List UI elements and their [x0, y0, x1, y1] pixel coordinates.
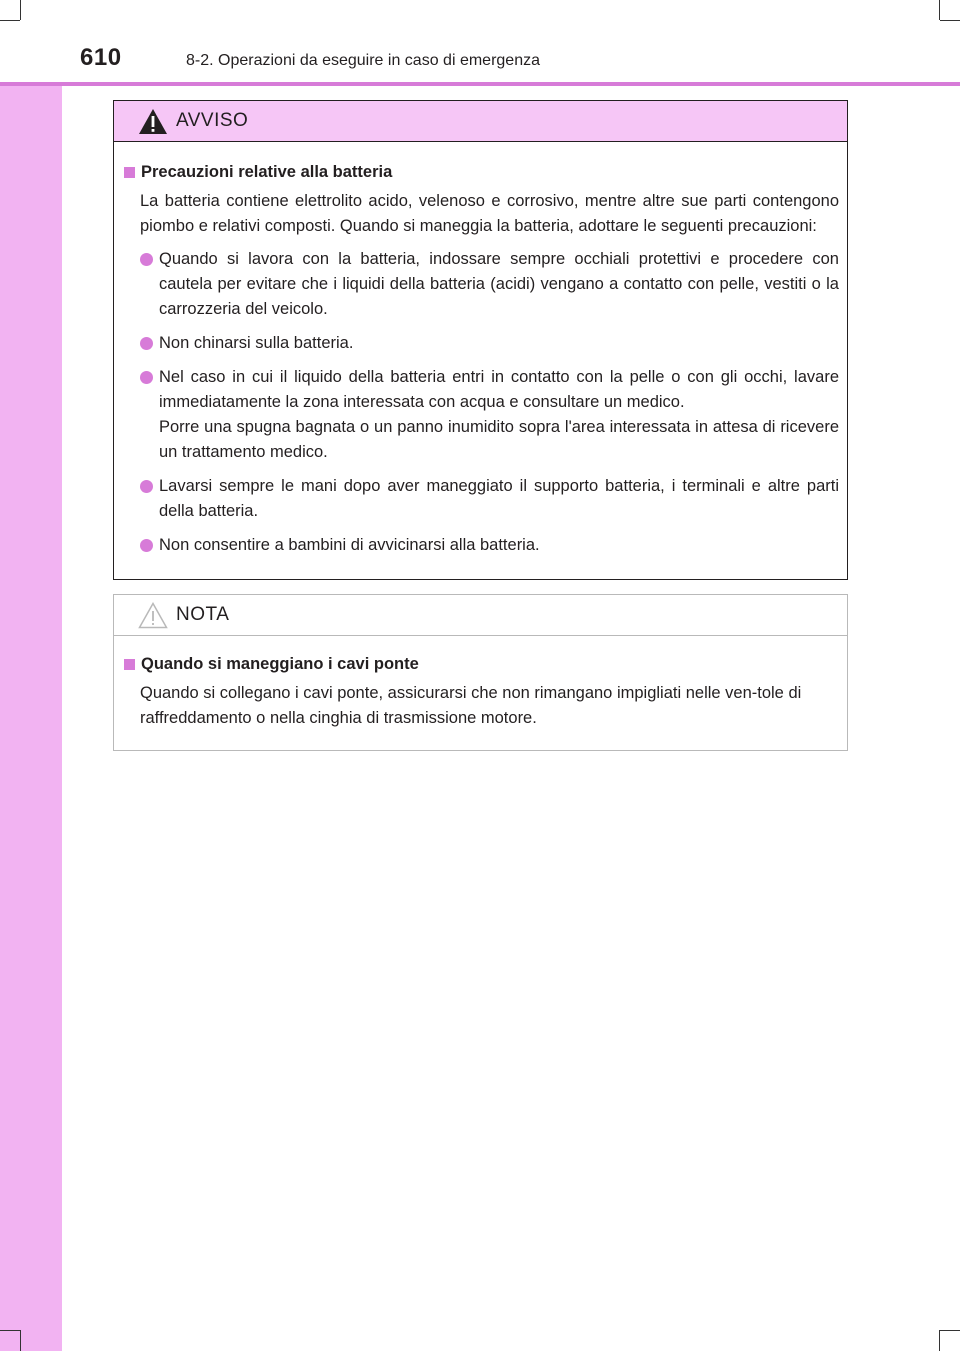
crop-mark: [20, 1330, 21, 1351]
notice-subhead: [124, 652, 839, 677]
warning-box: [113, 100, 848, 580]
caution-triangle-icon: [138, 602, 168, 629]
header-divider: [0, 82, 960, 86]
round-bullet-icon: [140, 539, 153, 552]
round-bullet-icon: [140, 337, 153, 350]
list-item: [124, 533, 839, 558]
round-bullet-icon: [140, 371, 153, 384]
list-item: [124, 365, 839, 465]
list-item-text: Quando si lavora con la batteria, indossare sempre occhiali protettivi e procedere con cautela per evitare che i liquidi della batteria (acidi) vengano a contatto con pelle, vestiti o la carrozzeria del veicolo.: [159, 250, 839, 318]
notice-header: [114, 595, 847, 636]
header-area: [0, 0, 960, 84]
list-item-text-part: Nel caso in cui il liquido della batteria entri in contatto con la pelle o con gli occhi, lavare immediatamente la zona interessata con acqua e consultare un medico.: [159, 368, 839, 411]
notice-title: NOTA: [176, 604, 230, 625]
list-item: [124, 474, 839, 524]
crop-mark: [939, 1330, 940, 1351]
warning-title: AVVISO: [176, 110, 249, 131]
notice-body: [114, 636, 847, 731]
side-color-band: [0, 0, 62, 1351]
warning-intro: La batteria contiene elettrolito acido, velenoso e corrosivo, mentre altre sue parti contengono piombo e relativi composti. Quando si maneggia la batteria, adottare le seguenti precauzioni:: [140, 192, 839, 235]
list-item: [124, 331, 839, 356]
warning-body: [114, 142, 847, 558]
list-item-text: Lavarsi sempre le mani dopo aver maneggiato il supporto batteria, i terminali e altre parti della batteria.: [159, 477, 839, 520]
notice-box: [113, 594, 848, 751]
round-bullet-icon: [140, 253, 153, 266]
list-item-text: [159, 365, 839, 465]
list-item-text-continued: Porre una spugna bagnata o un panno inumidito sopra l'area interessata in attesa di ricevere un trattamento medico.: [159, 418, 839, 461]
warning-subhead: [124, 160, 839, 185]
list-item-text: Non consentire a bambini di avvicinarsi alla batteria.: [159, 536, 540, 554]
page-number: 610: [80, 44, 122, 71]
warning-triangle-icon: [138, 108, 168, 135]
warning-subhead-text: Precauzioni relative alla batteria: [141, 163, 393, 181]
notice-text: Quando si collegano i cavi ponte, assicurarsi che non rimangano impigliati nelle ven-tole di raffreddamento o nella cinghia di trasmissione motore.: [140, 684, 802, 727]
crop-mark: [0, 20, 20, 21]
warning-header: [114, 101, 847, 142]
section-title: 8-2. Operazioni da eseguire in caso di emergenza: [186, 52, 540, 69]
crop-mark: [20, 0, 21, 20]
notice-subhead-text: Quando si maneggiano i cavi ponte: [141, 655, 419, 673]
square-bullet-icon: [124, 659, 135, 670]
crop-mark: [940, 20, 960, 21]
crop-mark: [939, 0, 940, 20]
round-bullet-icon: [140, 480, 153, 493]
square-bullet-icon: [124, 167, 135, 178]
crop-mark: [940, 1330, 960, 1331]
list-item: [124, 247, 839, 322]
crop-mark: [0, 1330, 20, 1331]
list-item-text: Non chinarsi sulla batteria.: [159, 334, 354, 352]
